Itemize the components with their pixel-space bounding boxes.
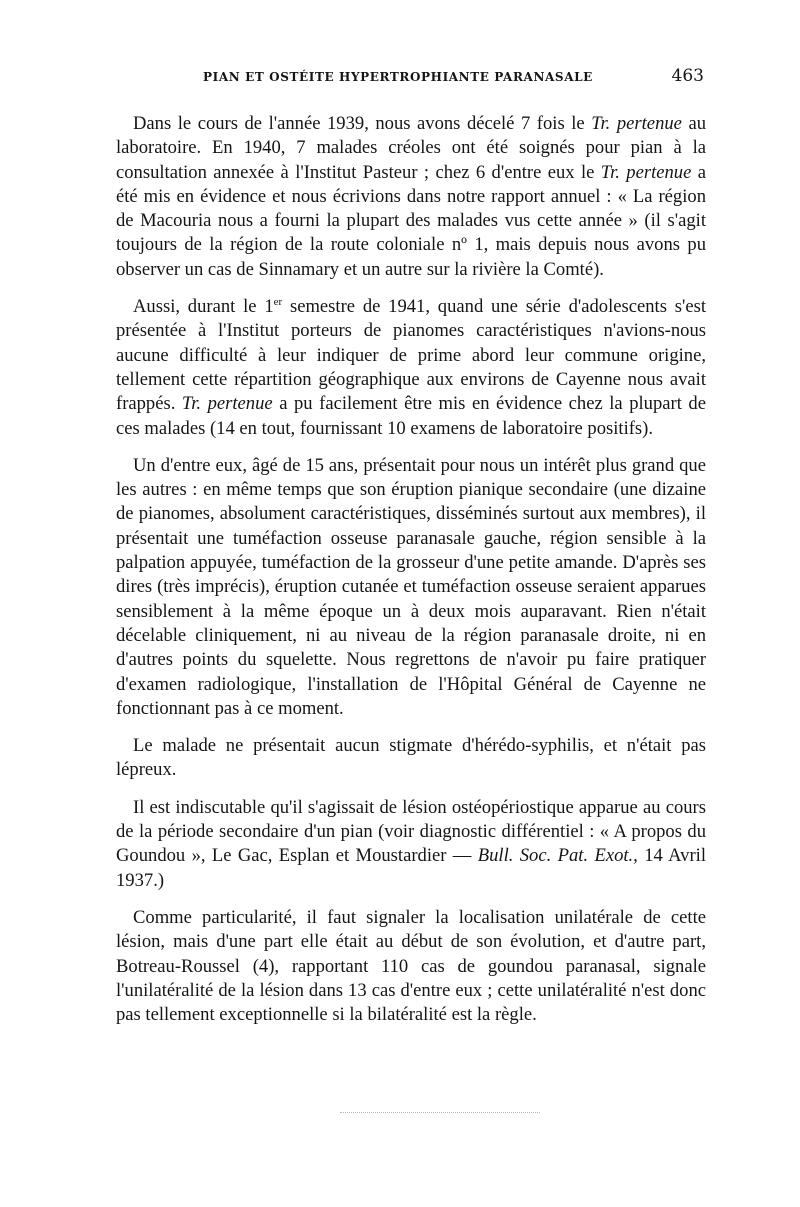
body-text [116, 112, 706, 1027]
journal-citation: Bull. Soc. Pat. Exot., [477, 845, 638, 867]
species-name: Tr. pertenue [600, 161, 692, 183]
paragraph-5: Il est indiscutable qu'il s'agissait de lésion ostéopériostique apparue au cours de la période secondaire d'un pian (voir diagnostic différentiel : « A propos du Goundou », Le Gac, Esplan et Moustardier — Bull. Soc. Pat. Exot., 14 Avril 1937.) [116, 796, 706, 891]
paragraph-2: Aussi, durant le 1er semestre de 1941, quand une série d'adolescents s'est présentée à l'Institut porteurs de pianomes caractéristiques n'avions-nous aucune difficulté à leur indiquer de prime abord leur commune origine, tellement cette répartition géographique aux environs de Cayenne nous avait frappés. Tr. pertenue a pu facilement être mis en évidence chez la plupart de ces malades (14 en tout, fournissant 10 examens de laboratoire positifs). [116, 295, 706, 439]
paragraph-6: Comme particularité, il faut signaler la localisation unilatérale de cette lésion, mais d'une part elle était au début de son évolution, et d'autre part, Botreau-Roussel (4), rapportant 110 cas de goundou paranasal, signale l'unilatéralité de la lésion dans 13 cas d'entre eux ; cette unilatéralité n'est donc pas tellement exceptionnelle si la bilatéralité est la règle. [116, 906, 706, 1026]
species-name: Tr. pertenue [181, 393, 273, 415]
page-number: 463 [671, 66, 704, 86]
ordinal-superscript: er [273, 295, 283, 308]
species-name: Tr. pertenue [591, 113, 682, 134]
page-header [118, 66, 704, 90]
paragraph-1: Dans le cours de l'année 1939, nous avons décelé 7 fois le Tr. pertenue au laboratoire. En 1940, 7 malades créoles ont été soignés pour pian à la consultation annexée à l'Institut Pasteur ; chez 6 d'entre eux le Tr. pertenue a été mis en évidence et nous écrivions dans notre rapport annuel : « La région de Macouria nous a fourni la plupart des malades vus cette année » (il s'agit toujours de la région de la route coloniale nº 1, mais depuis nous avons pu observer un cas de Sinnamary et un autre sur la rivière la Comté). [116, 113, 707, 280]
section-separator [340, 1112, 540, 1114]
running-title: PIAN ET OSTÉITE HYPERTROPHIANTE PARANASALE [203, 70, 593, 84]
paragraph-3: Un d'entre eux, âgé de 15 ans, présentait pour nous un intérêt plus grand que les autres : en même temps que son éruption pianique secondaire (une dizaine de pianomes, absolument caractéristiques, disséminés surtout aux membres), il présentait une tuméfaction osseuse paranasale gauche, région sensible à la palpation appuyée, tuméfaction de la grosseur d'une petite amande. D'après ses dires (très imprécis), éruption cutanée et tuméfaction osseuse seraient apparues sensiblement à la même époque un à deux mois auparavant. Rien n'était décelable cliniquement, ni au niveau de la région paranasale droite, ni en d'autres points du squelette. Nous regrettons de n'avoir pu faire pratiquer d'examen radiologique, l'installation de l'Hôpital Général de Cayenne ne fonctionnant pas à ce moment. [116, 454, 706, 719]
paragraph-4: Le malade ne présentait aucun stigmate d'hérédo-syphilis, et n'était pas lépreux. [116, 735, 706, 781]
